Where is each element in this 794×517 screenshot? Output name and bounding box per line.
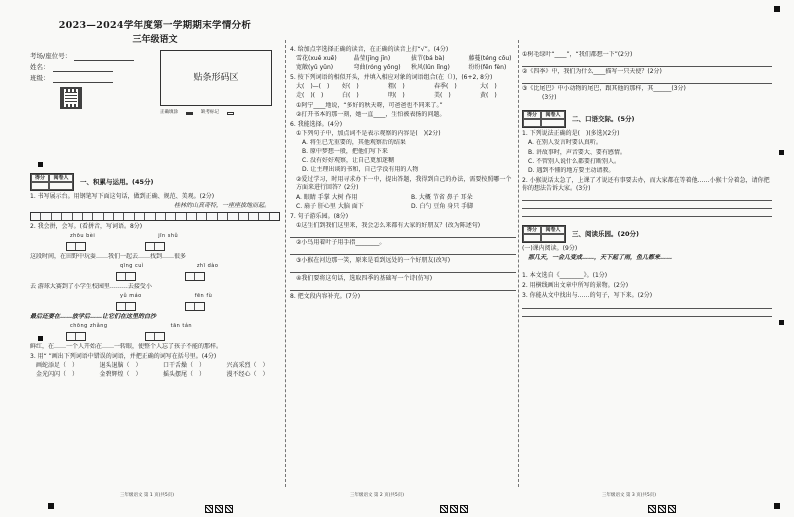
answer-line[interactable] [290,284,516,291]
score-box: 得分 阅卷人 [30,173,74,191]
option-a[interactable]: A. 在别人发言时要认真听。 [528,139,602,147]
student-info [30,50,150,83]
pinyin-answer-box[interactable] [145,332,165,341]
question-6-2: ②爱过学习，时用寻求办下一中，提出答题，我得到自己的办法，需要按照哪一个方面来进行回答？(2分) [296,176,512,192]
writing-sample: 桂林的山真奇特，一座座拔地而起。 [173,202,270,210]
question-4: 4. 给加点字选择正确的读音，在正确的读音上打“√”。(4分) [290,46,449,53]
idiom-row-1: 画蛇添足（ ） 退头退脑（ ） 口干舌燥（ ） 兴高采烈（ ） [36,361,269,369]
fill-legend: 正确填涂 缺考标记 [160,110,234,116]
option-b[interactable]: B. 原中梦想一般，把他们写下来 [302,148,388,156]
page-2 [290,20,516,499]
scan-marks-1 [205,505,233,513]
exam-subtitle: 三年级语文 [132,34,178,45]
section-2-header: 得分 阅卷人 二、口语交际。(5分) [522,110,772,128]
fill-sentence-1: ①阿宁____地说，“多好的秋天呀，可爸爸也不同来了。” [296,101,443,109]
question-8: 8. 把文段内容补充。(7分) [290,293,361,301]
option-d[interactable]: D. 让主理出谈的书和，自己学没有用的人物 [302,166,419,174]
corner-mark-bottom-left [48,503,54,509]
fill-sentence-2: ②打开书本的那一刻，她一直____，生怕被表扬的问题。 [296,110,446,118]
corner-mark-right-low [779,320,784,325]
pronunciation-row-1: 雪花(xuě xuē) 晶莹(jīng jīn) 拔节(bá bà) 藤蔓(téng cōu) [296,55,512,63]
answer-line[interactable] [522,77,772,84]
scan-marks-3 [648,505,676,513]
question-7-1: ①这生们到我们这里来，我会怎么来都有大家的好朋友？(改为陈述句) [296,221,481,229]
pinyin-sentence-4: 鲜红，在……一个人开始在……一转眼，使整个人忘了孩子不能的那样。 [30,342,223,350]
page-footer-2: 三年级语文 第 2 页(共5页) [350,492,405,498]
corner-mark-bottom-right [774,503,780,509]
pinyin-answer-box[interactable] [145,242,165,251]
answer-line[interactable] [522,310,772,317]
idiom-row-2: 金光闪闪（ ） 金碧辉煌（ ） 摇头摆尾（ ） 漫不经心（ ） [36,370,269,378]
answer-line[interactable] [522,202,772,209]
option-a[interactable]: A. 将生已无重要的，其他观察后的结果 [302,138,406,146]
column-divider-1 [285,40,286,487]
answer-line[interactable] [290,231,516,238]
fill-blank-2: ②《四季》中，我们为什么____描写一只天使？(2分) [522,68,662,76]
option-b[interactable]: B. 讲故事时，声音要大、要有感情。 [528,148,626,156]
reading-subsection: (一)课内阅读。(9分) [522,245,578,253]
exam-title: 2023—2024学年度第一学期期末学情分析 [58,20,252,31]
info-field-name[interactable]: 姓名： [30,61,150,72]
options-row-1[interactable]: A. 眼睛 手掌 大树 作用 B. 大概 节省 鼻子 耳朵 [296,193,473,201]
question-7-2: ②小鸟用着叶子用手指________。 [296,238,386,246]
pinyin-sentence-1: 这段时间，在田野中玩耍……我们一起去……找到……很多 [30,253,187,261]
answer-line[interactable] [522,194,772,201]
section-1-header: 得分 阅卷人 一、积累与运用。(45分) [30,173,280,191]
question-6-1: ①下列句子中，加点词不是表示观察的内容是( )(2分) [296,129,441,137]
pronunciation-row-2: 宽敞(yǔ yǔn) 弯曲(róng yǒng) 秋风(lǔn lǐng) 纷纷(fēn fèn) [296,64,507,72]
question-7-4: ④我们要将这句话，选取四季的基础写一个诗(仿写) [296,275,433,283]
word-fill-row-1: 大( )—( ) 好( ) 粗( ) 春季( ) 大( ) [296,83,497,91]
fill-blank-1: ①树毛绿叶“____”，“我们都想一下”(2分) [522,51,633,58]
reading-passage: 那几天，一会儿变成……，天下起了雨，鱼儿都来…… [528,254,673,262]
info-field-class[interactable]: 班级： [30,72,150,83]
pinyin-sentence-2: 去 游球大赛到了小学生校园里………去接受小 [30,282,152,290]
option-c[interactable]: C. 没有好好观察，让自己更加迷糊 [302,157,395,165]
question-1: 1. 书写展示台。用钢笔写下面这句话，做到正确、规范、美观。(2分) [30,193,215,200]
barcode-area: 贴条形码区 [160,50,272,106]
page-3 [522,20,772,499]
info-field-seat[interactable]: 考场/座位号： [30,50,150,61]
option-d[interactable]: D. 遇到不懂的地方要主动请教。 [528,166,615,174]
fill-blank-3: ③《比尾巴》中小动物的尾巴，跟其他的那样，其______(3分) [522,85,686,93]
column-divider-2 [518,40,519,487]
qr-code [60,87,82,109]
question-3: 3. 用“ ”画出下列词语中错误的词语，并把正确的词写在括号里。(4分) [30,352,217,360]
answer-line[interactable] [522,302,772,309]
pinyin-answer-box[interactable] [116,272,136,281]
question-5: 5. 按下列词语的相似开头，并填入相应对象的词语组合(在（）)，(6+2, 8分) [290,74,493,82]
question-7: 7. 句子游乐园。(8分) [290,212,349,220]
speaking-question-1: 1. 下列说法正确的是( )(多选)(2分) [522,130,620,138]
answer-line[interactable] [522,60,772,67]
reading-question-2: 2. 用横线画出文章中所写的景物。(2分) [522,282,629,290]
question-2: 2. 我会拼，会写。(看拼音，写词语。8分) [30,223,143,231]
scan-marks-2 [440,505,468,513]
answer-line[interactable] [290,248,516,255]
pinyin-answer-box[interactable] [185,302,205,311]
page-footer-3: 三年级语文 第 3 页(共5页) [602,492,657,498]
corner-mark-right-mid [779,150,784,155]
question-6: 6. 我能选择。(4分) [290,120,343,128]
answer-line[interactable] [522,210,772,217]
page-footer-1: 三年级语文 第 1 页(共5页) [120,492,175,498]
writing-grid[interactable] [30,212,280,221]
pinyin-answer-box[interactable] [66,332,86,341]
fill-blank-3-score: (3分) [542,94,557,102]
pinyin-answer-box[interactable] [185,272,205,281]
section-3-header: 得分 阅卷人 三、阅读乐园。(20分) [522,225,772,243]
speaking-question-2: 2. 小猴说话太急了，上课了才说还有事要去办，而大家都在等着他……小猴十分着急，请你把你的想法告诉大家。(3分) [522,176,770,192]
page-1: 2023—2024学年度第一学期期末学情分析 三年级语文 考场/座位号： 姓名： 班级： 贴条形码区 正确填涂 缺考标记 得分 阅卷人 一、积累与运用。(45分) 1. 书写展示台。用钢笔写下面这句话，做到正确、规范、美观。(2分) 桂林的山真奇特，一座座拔地而起。 2. 我会拼，会写。(看拼音，写词语。8分) zhōu bèi jīn shǔ 这段时间，在田野中玩耍……我们一起去……找到……很多 qīng cuì zhī dào 去 游球大赛到了小学生校园里………去接受小 yǔ máo fēn fù 最后还要在……放学后……让它们在这里的白沙 chōng zhǎng tān tán 鲜红，在……一个人开始在……一转眼，使整个人忘了孩子不能的那样。 3. 用“ ”画出下列词语中错误的词语，并把正确的词写在括号里。(4分) 画蛇添足（ ） 退头退脑（ ） 口干舌燥（ ） 兴高采烈（ ） 金光闪闪（ ） 金碧辉煌（ ） 摇头摆尾（ ） 漫不经心（ ） 三年级语文 第 1 页(共5页) [30,20,280,499]
answer-line[interactable] [290,266,516,273]
corner-mark-top-right [774,6,780,12]
reading-question-1: 1. 本文选自《________》。(1分) [522,272,608,280]
reading-question-3: 3. 你能从文中找出与……的句子，写下来。(2分) [522,292,653,300]
option-c[interactable]: C. 不管别人说什么都要打断别人。 [528,157,621,165]
question-7-3: ③小猴在河边那一笑，原来是看到远处的一个好朋友(改写) [296,256,451,264]
pinyin-answer-box[interactable] [116,302,136,311]
pinyin-answer-box[interactable] [66,242,86,251]
pinyin-sentence-3: 最后还要在……放学后……让它们在这里的白沙 [30,312,157,320]
word-fill-row-2: 走( )( ) 白( ) 明( ) 美( ) 黄( ) [296,92,497,100]
options-row-2[interactable]: C. 扇子 肝心里 大脑 面下 D. 白勺 豆角 身只 手脚 [296,202,474,210]
